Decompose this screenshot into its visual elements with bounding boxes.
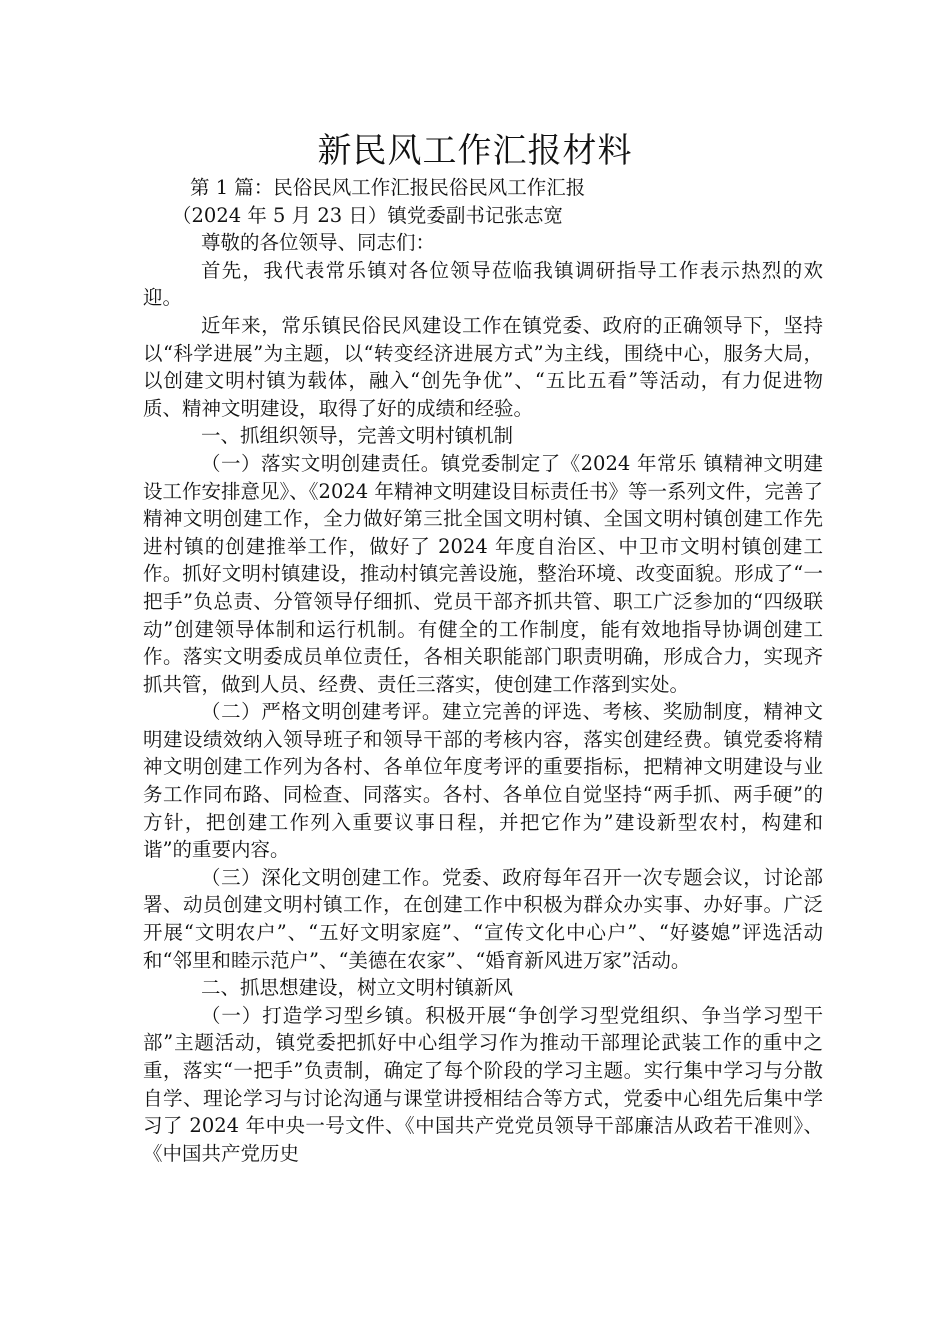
- body-paragraph: （一）打造学习型乡镇。积极开展“争创学习型党组织、争当学习型干部”主题活动，镇党委把抓好中心组学习作为推动干部理论武装工作的重中之重，落实“一把手”负责制，确定了每个阶段的学习主题。实行集中学习与分散自学、理论学习与讨论沟通与课堂讲授相结合等方式，党委中心组先后集中学习了 2024 年中央一号文件、《中国共产党党员领导干部廉洁从政若干准则》、《中国共产党历史: [143, 1003, 823, 1165]
- document-dateline: （2024 年 5 月 23 日）镇党委副书记张志宽: [172, 203, 563, 227]
- body-paragraph: （三）深化文明创建工作。党委、政府每年召开一次专题会议，讨论部署、动员创建文明村镇工作，在创建工作中积极为群众办实事、办好事。广泛开展“文明农户”、“五好文明家庭”、“宣传文化中心户”、“好婆媳”评选活动和“邻里和睦示范户”、“美德在农家”、“婚育新风进万家”活动。: [143, 865, 823, 972]
- document-title: 新民风工作汇报材料: [317, 131, 633, 171]
- intro-paragraph: 近年来，常乐镇民俗民风建设工作在镇党委、政府的正确领导下，坚持以“科学进展”为主题，以“转变经济进展方式”为主线，围绕中心，服务大局，以创建文明村镇为载体，融入“创先争优”、“五比五看”等活动，有力促进物质、精神文明建设，取得了好的成绩和经验。: [143, 313, 823, 420]
- body-paragraph: （二）严格文明创建考评。建立完善的评选、考核、奖励制度，精神文明建设绩效纳入领导班子和领导干部的考核内容，落实创建经费。镇党委将精神文明创建工作列为各村、各单位年度考评的重要指标，把精神文明建设与业务工作同布路、同检查、同落实。各村、各单位自觉坚持“两手抓、两手硬”的方针，把创建工作列入重要议事日程，并把它作为”建设新型农村，构建和谐”的重要内容。: [143, 700, 823, 862]
- section-heading: 一、抓组织领导，完善文明村镇机制: [201, 424, 514, 448]
- section-heading: 二、抓思想建设，树立文明村镇新风: [201, 976, 514, 1000]
- body-paragraph: （一）落实文明创建责任。镇党委制定了《2024 年常乐 镇精神文明建设工作安排意见》、《2024 年精神文明建设目标责任书》等一系列文件，完善了精神文明创建工作，全力做好第三批全国文明村镇、全国文明村镇创建工作先进村镇的创建推举工作，做好了 2024 年度自治区、中卫市文明村镇创建工作。抓好文明村镇建设，推动村镇完善设施，整治环境、改变面貌。形成了“一把手”负总责、分管领导仔细抓、党员干部齐抓共管、职工广泛参加的“四级联动”创建领导体制和运行机制。有健全的工作制度，能有效地指导协调创建工作。落实文明委成员单位责任，各相关职能部门职责明确，形成合力，实现齐抓共管，做到人员、经费、责任三落实，使创建工作落到实处。: [143, 451, 823, 696]
- document-subtitle: 第 1 篇：民俗民风工作汇报民俗民风工作汇报: [190, 176, 586, 199]
- welcome-paragraph: 首先，我代表常乐镇对各位领导莅临我镇调研指导工作表示热烈的欢迎。: [143, 258, 823, 310]
- greeting-paragraph: 尊敬的各位领导、同志们：: [201, 231, 436, 255]
- document-body: [143, 174, 823, 1167]
